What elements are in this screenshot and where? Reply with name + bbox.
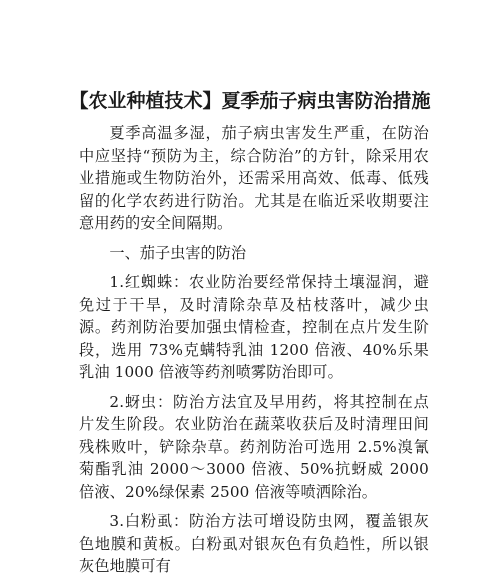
pest-item-aphid: 2.蚜虫：防治方法宜及早用药，将其控制在点片发生阶段。农业防治在蔬菜收获后及时清理田间残株败叶，铲除杂草。药剂防治可选用 2.5%溴氰菊酯乳油 2000～3000 倍液、50%抗蚜威 2000 倍液、20%绿保素 2500 倍液等喷洒除治。 xyxy=(79,392,429,501)
pest-item-whitefly: 3.白粉虱：防治方法可增设防虫网，覆盖银灰色地膜和黄板。白粉虱对银灰色有负趋性，所以银灰色地膜可有 xyxy=(79,512,429,575)
page-title: 【农业种植技术】夏季茄子病虫害防治措施 xyxy=(69,90,431,112)
section-heading: 一、茄子虫害的防治 xyxy=(109,243,247,262)
pest-item-red-spider: 1.红蜘蛛：农业防治要经常保持土壤湿润，避免过于干旱，及时清除杂草及枯枝落叶，减少虫源。药剂防治要加强虫情检查，控制在点片发生阶段，选用 73%克螨特乳油 1200 倍液、40%乐果乳油 1000 倍液等药剂喷雾防治即可。 xyxy=(79,273,429,381)
intro-paragraph: 夏季高温多湿，茄子病虫害发生严重，在防治中应坚持“预防为主，综合防治”的方针，除采用农业措施或生物防治外，还需采用高效、低毒、低残留的化学农药进行防治。尤其是在临近采收期要注意用药的安全间隔期。 xyxy=(79,124,429,232)
document-body xyxy=(79,122,429,585)
